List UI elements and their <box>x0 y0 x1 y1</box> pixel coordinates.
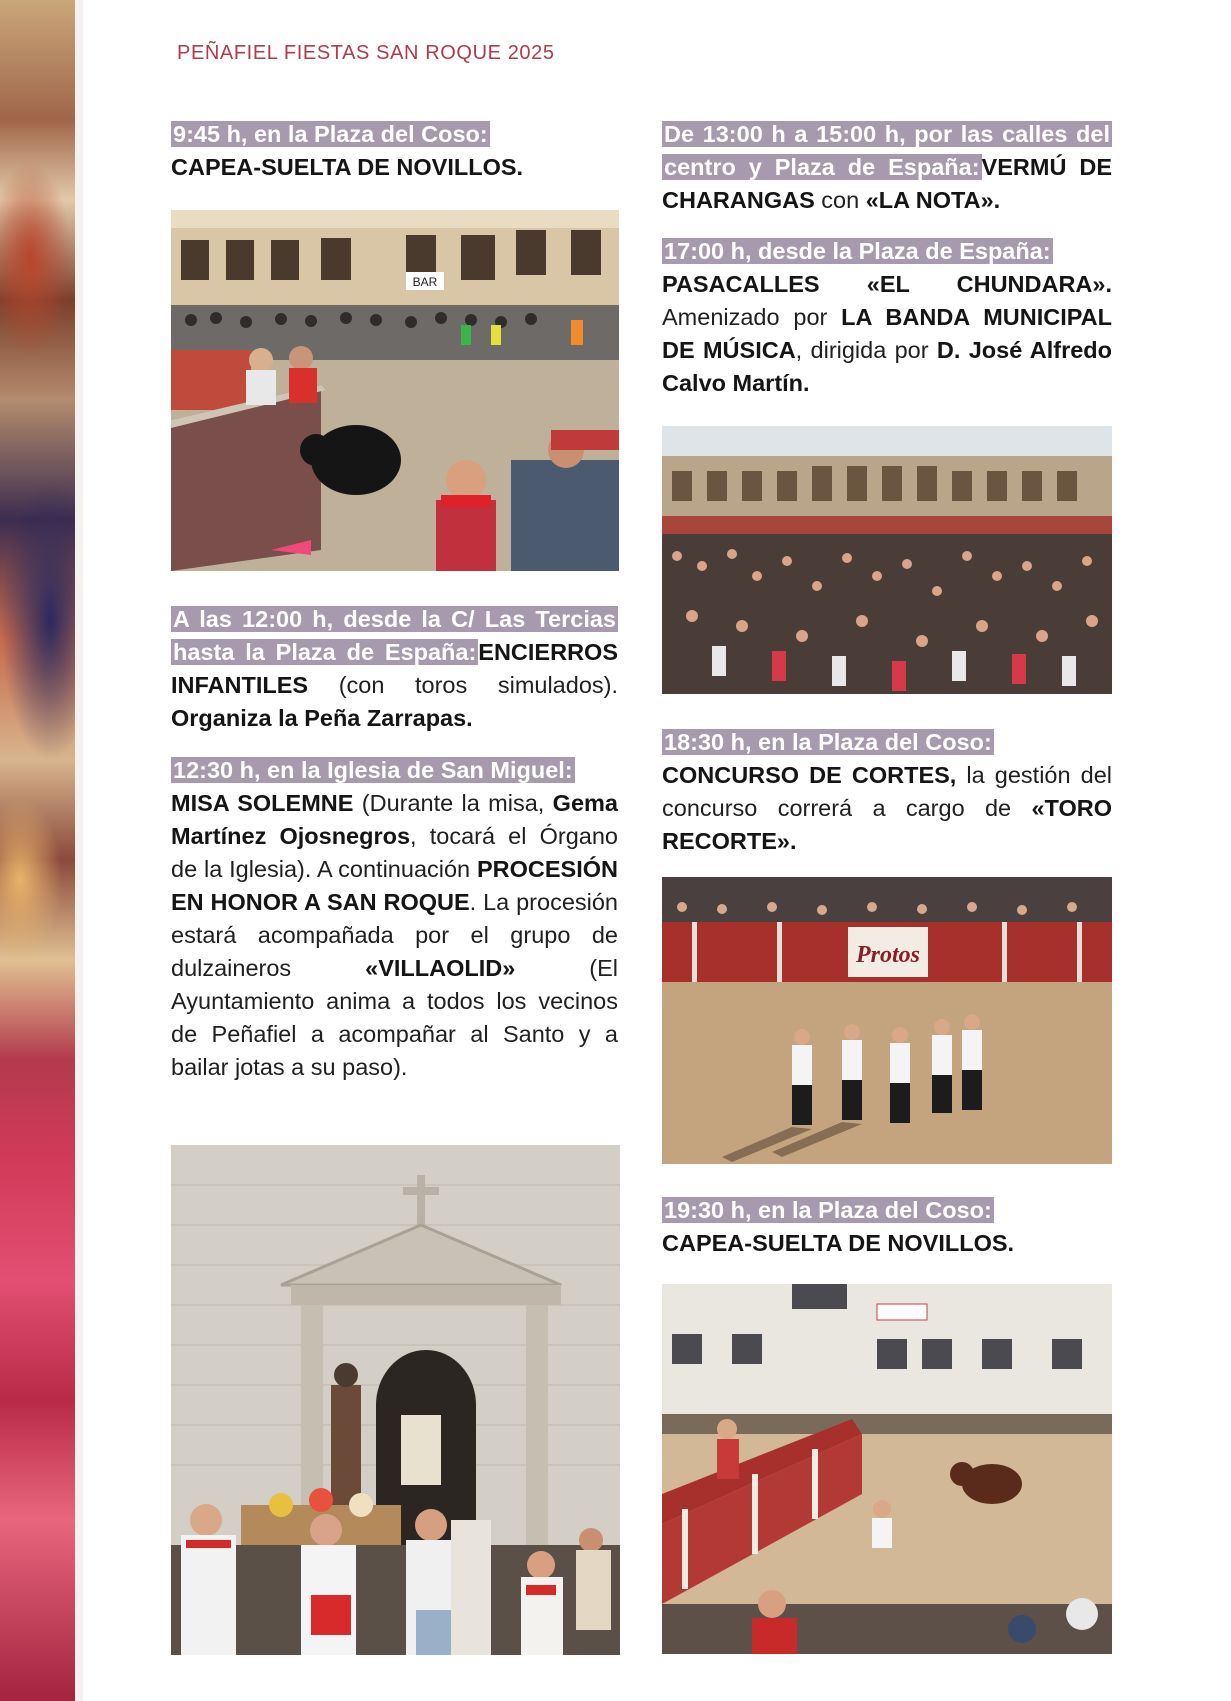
event-text: con <box>814 187 866 213</box>
event-vermu-charangas <box>662 118 1112 217</box>
band-name: LA BANDA MUNICIPAL DE MÚSICA <box>662 304 1113 363</box>
charanga-name: «LA NOTA». <box>865 187 1001 213</box>
event-time: 17:00 h, desde la Plaza de España: <box>664 238 1051 264</box>
event-encierros-infantiles <box>171 603 618 735</box>
protos-sign: Protos <box>855 942 921 968</box>
event-text: , tocará el Órgano de la Iglesia). A continuación <box>171 823 618 882</box>
procession-title: PROCESIÓN EN HONOR A SAN ROQUE <box>171 856 618 915</box>
event-pasacalles <box>662 235 1112 400</box>
decorative-painting-strip <box>0 0 83 1701</box>
bar-sign: BAR <box>412 275 438 289</box>
event-title: CONCURSO DE CORTES, <box>662 762 957 788</box>
event-capea-morning <box>171 118 621 184</box>
event-concurso-cortes <box>662 726 1112 858</box>
event-misa-solemne <box>171 754 618 1084</box>
organizer-name: «TORO RECORTE». <box>662 795 1112 854</box>
event-text: (Durante la misa, <box>353 790 553 816</box>
event-text: Amenizado por <box>662 304 842 330</box>
photo-recortadores <box>662 877 1112 1164</box>
event-organizer: Organiza la Peña Zarrapas. <box>171 705 473 731</box>
dulzaineros-group: «VILLAOLID» <box>365 955 516 981</box>
event-title: MISA SOLEMNE <box>171 790 354 816</box>
event-title: CAPEA-SUELTA DE NOVILLOS. <box>171 154 524 180</box>
event-text: (con toros simulados). <box>308 672 618 698</box>
event-time: 19:30 h, en la Plaza del Coso: <box>664 1197 992 1223</box>
event-title: ENCIERROS INFANTILES <box>171 639 618 698</box>
event-time: 18:30 h, en la Plaza del Coso: <box>664 729 992 755</box>
running-title: PEÑAFIEL FIESTAS SAN ROQUE 2025 <box>177 42 555 64</box>
event-capea-evening <box>662 1194 1112 1260</box>
organist-name: Gema Martínez Ojosnegros <box>171 790 618 849</box>
photo-procession-church <box>171 1145 620 1655</box>
event-time: 12:30 h, en la Iglesia de San Miguel: <box>173 757 573 783</box>
event-text: (El Ayuntamiento anima a todos los vecinos de Peñafiel a acompañar al Santo y a bailar jotas a su paso). <box>171 955 619 1080</box>
event-title: PASACALLES «EL CHUNDARA». <box>662 271 1112 297</box>
event-text: , dirigida por <box>795 337 937 363</box>
event-title: VERMÚ DE CHARANGAS <box>662 154 1112 213</box>
photo-capea-evening <box>662 1284 1112 1654</box>
event-text: . La procesión estará acompañada por el grupo de dulzaineros <box>171 889 619 981</box>
event-title: CAPEA-SUELTA DE NOVILLOS. <box>662 1230 1015 1256</box>
event-time: 9:45 h, en la Plaza del Coso: <box>173 121 488 147</box>
event-time: A las 12:00 h, desde la C/ Las Tercias hasta la Plaza de España: <box>173 606 616 665</box>
photo-plaza-crowd <box>662 426 1112 694</box>
event-text: la gestión del concurso correrá a cargo de <box>662 762 1112 821</box>
director-name: D. José Alfredo Calvo Martín. <box>662 337 1112 396</box>
event-time: De 13:00 h a 15:00 h, por las calles del centro y Plaza de España: <box>664 121 1110 180</box>
photo-capea-plaza <box>171 210 619 571</box>
